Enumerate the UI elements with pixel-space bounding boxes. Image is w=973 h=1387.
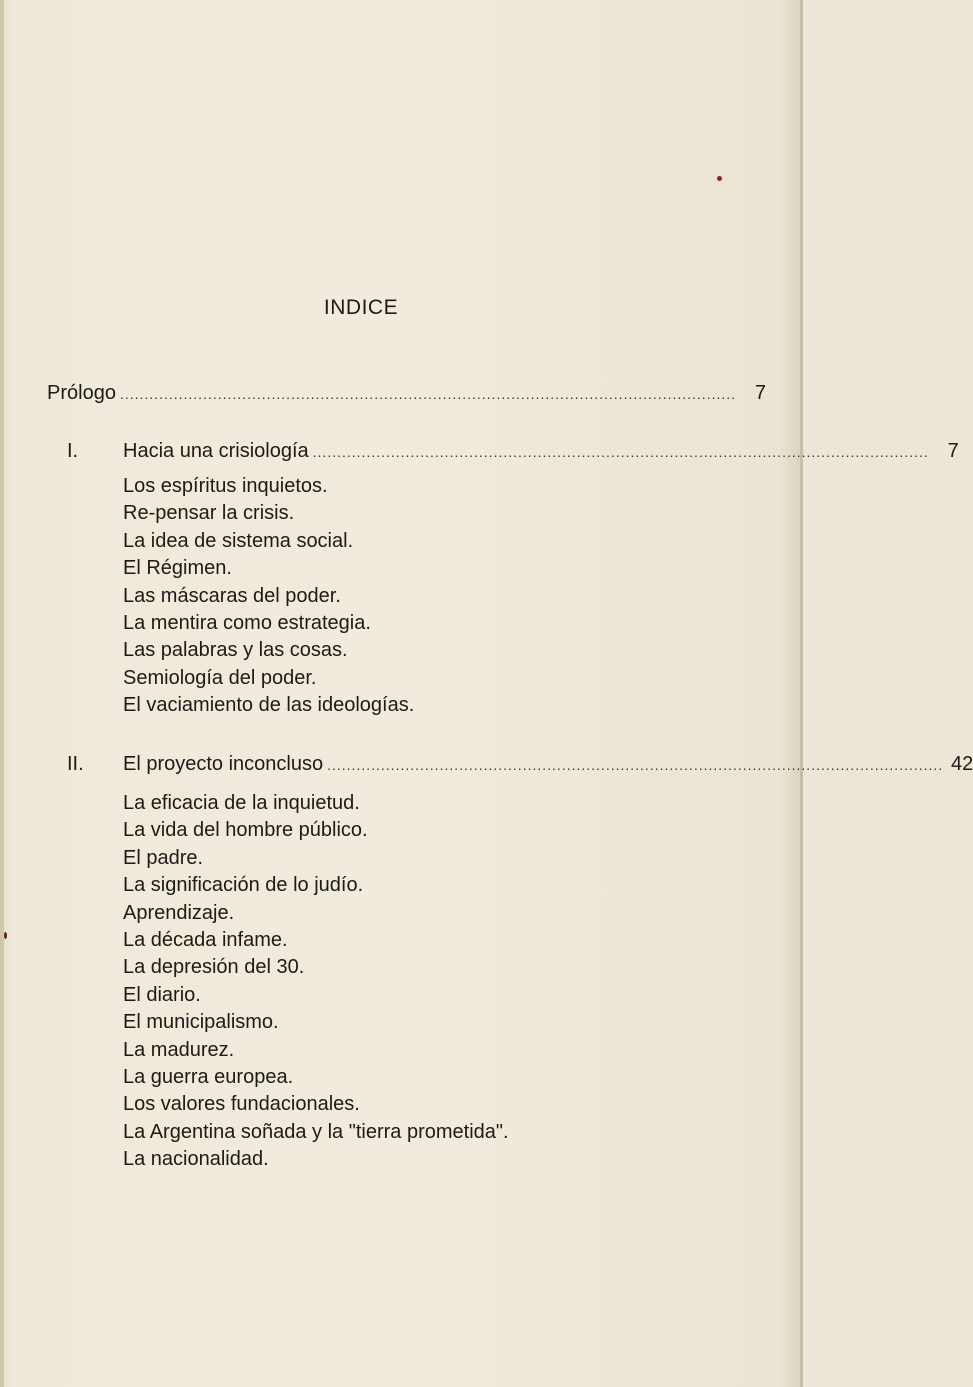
- section-item: Las máscaras del poder.: [123, 584, 341, 607]
- toc-entry-chapter: [123, 440, 959, 463]
- page-edge-left: [0, 0, 4, 1387]
- dot-leader: ..............................................................................................................................: [119, 386, 737, 402]
- section-item: Las palabras y las cosas.: [123, 639, 348, 662]
- chapter-numeral: II.: [67, 753, 84, 775]
- section-item: La vida del hombre público.: [123, 819, 368, 842]
- section-list: [123, 473, 414, 720]
- section-item: La década infame.: [123, 929, 288, 952]
- section-list: [123, 790, 509, 1174]
- section-item: El diario.: [123, 983, 201, 1006]
- toc-entry-chapter: [123, 753, 973, 776]
- section-item: La nacionalidad.: [123, 1148, 269, 1171]
- section-item: La eficacia de la inquietud.: [123, 792, 360, 814]
- index-title: INDICE: [323, 296, 399, 319]
- section-item: Re-pensar la crisis.: [123, 502, 295, 525]
- section-item: El Régimen.: [123, 557, 232, 580]
- chapter-page-number: 42: [950, 753, 973, 775]
- section-item: Semiología del poder.: [123, 666, 317, 689]
- dot-leader: ..............................................................................................................................: [327, 757, 944, 773]
- chapter-numeral: I.: [67, 440, 79, 462]
- ink-speck: [717, 176, 722, 181]
- chapter-title: Hacia una crisiología: [123, 440, 309, 462]
- section-item: Los valores fundacionales.: [123, 1093, 360, 1116]
- dot-leader: ..............................................................................................................................: [312, 444, 929, 460]
- section-item: Los espíritus inquietos.: [123, 475, 328, 497]
- section-item: La madurez.: [123, 1038, 235, 1061]
- section-item: Aprendizaje.: [123, 901, 235, 924]
- section-item: La significación de lo judío.: [123, 874, 364, 897]
- chapter-title: El proyecto inconcluso: [123, 753, 324, 775]
- section-item: La mentira como estrategia.: [123, 612, 371, 635]
- ink-speck: [4, 932, 7, 939]
- prologue-label: Prólogo: [47, 382, 116, 404]
- section-item: El vaciamiento de las ideologías.: [123, 694, 415, 717]
- section-item: El municipalismo.: [123, 1011, 279, 1034]
- page-edge-right: [800, 0, 803, 1387]
- prologue-page-number: 7: [754, 382, 767, 404]
- section-item: El padre.: [123, 846, 204, 869]
- section-item: La depresión del 30.: [123, 956, 305, 979]
- section-item: La guerra europea.: [123, 1066, 294, 1089]
- section-item: La Argentina soñada y la "tierra prometida".: [123, 1120, 509, 1143]
- toc-entry-prologue: [47, 382, 767, 405]
- chapter-page-number: 7: [947, 440, 959, 462]
- section-item: La idea de sistema social.: [123, 529, 354, 552]
